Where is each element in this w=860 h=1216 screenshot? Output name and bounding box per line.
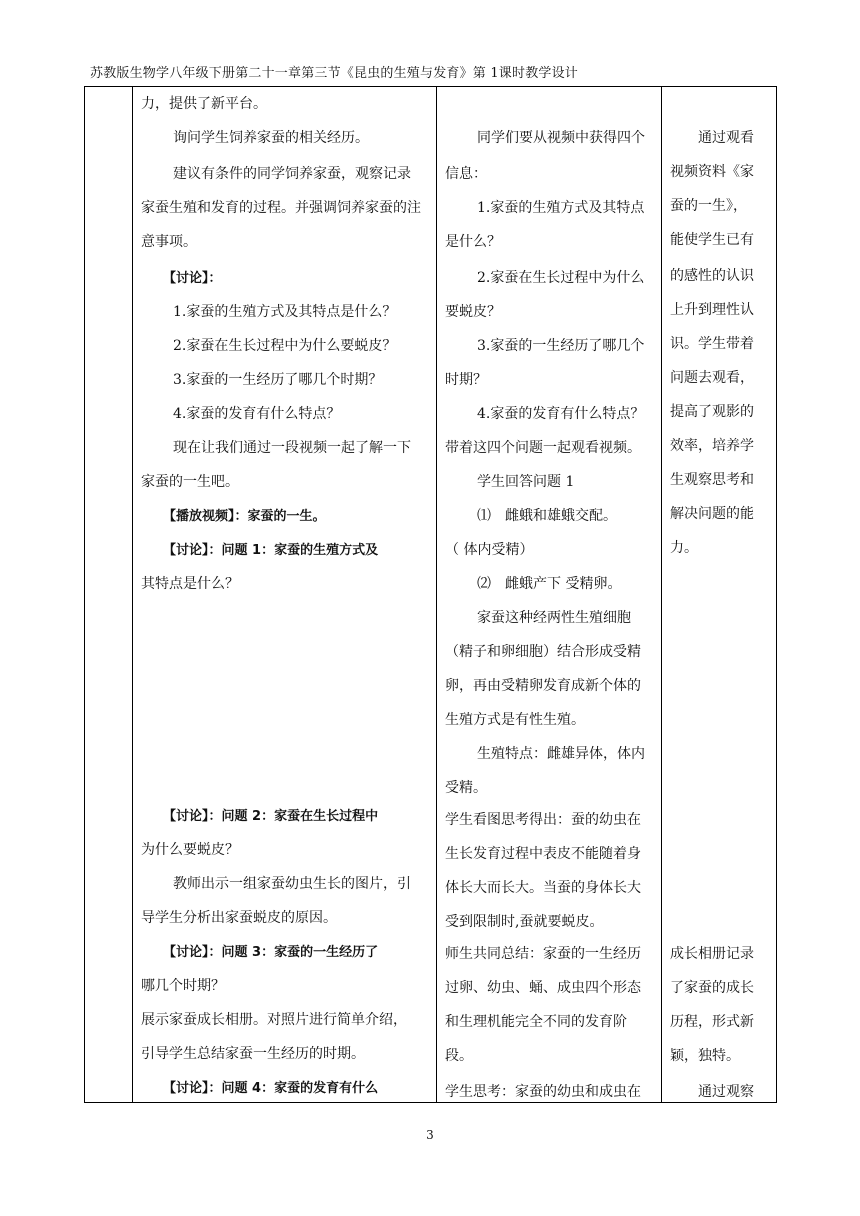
text-line: 识。学生带着 bbox=[670, 336, 754, 352]
text-line: 生观察思考和 bbox=[670, 472, 754, 488]
text-line: 引导学生总结家蚕一生经历的时期。 bbox=[141, 1046, 365, 1062]
text-line: 了家蚕的成长 bbox=[670, 980, 754, 996]
text-line: 力，提供了新平台。 bbox=[141, 96, 267, 112]
text-line: ⑴ 雌蛾和雄蛾交配。 bbox=[477, 508, 617, 524]
text-line: 带着这四个问题一起观看视频。 bbox=[445, 440, 641, 456]
text-line: 蚕的一生》， bbox=[670, 198, 747, 214]
text-line: 1.家蚕的生殖方式及其特点 bbox=[477, 200, 645, 216]
lesson-table bbox=[84, 86, 777, 1103]
text-line: 其特点是什么？ bbox=[141, 576, 239, 592]
text-line: 颖，独特。 bbox=[670, 1048, 740, 1064]
text-line: 能使学生已有 bbox=[670, 232, 754, 248]
text-line: 时期？ bbox=[445, 372, 487, 388]
text-line: 【播放视频】：家蚕的一生。 bbox=[163, 509, 326, 524]
text-line: 1.家蚕的生殖方式及其特点是什么？ bbox=[173, 304, 397, 320]
text-line: 【讨论】：问题 3：家蚕的一生经历了 bbox=[163, 945, 379, 960]
text-line: 学生回答问题 1 bbox=[477, 474, 575, 490]
text-line: 2.家蚕在生长过程中为什么要蜕皮？ bbox=[173, 338, 397, 354]
text-line: 家蚕这种经两性生殖细胞 bbox=[477, 610, 631, 626]
text-line: 生殖方式是有性生殖。 bbox=[445, 712, 585, 728]
text-line: 询问学生饲养家蚕的相关经历。 bbox=[173, 130, 369, 146]
document-header: 苏教版生物学八年级下册第二十一章第三节《昆虫的生殖与发育》第 1课时教学设计 bbox=[90, 66, 579, 81]
text-line: 通过观看 bbox=[698, 130, 754, 146]
text-line: 段。 bbox=[445, 1048, 473, 1064]
text-line: 展示家蚕成长相册。对照片进行简单介绍， bbox=[141, 1012, 407, 1028]
text-line: 上升到理性认 bbox=[670, 302, 754, 318]
text-line: 4.家蚕的发育有什么特点？ bbox=[173, 406, 341, 422]
text-line: 视频资料《家 bbox=[670, 164, 754, 180]
text-line: 哪几个时期？ bbox=[141, 978, 225, 994]
text-line: 的感性的认识 bbox=[670, 268, 754, 284]
text-line: 3.家蚕的一生经历了哪几个时期？ bbox=[173, 372, 383, 388]
text-line: （精子和卵细胞）结合形成受精 bbox=[445, 644, 641, 660]
text-line: 学生思考：家蚕的幼虫和成虫在 bbox=[445, 1084, 641, 1100]
text-line: 效率，培养学 bbox=[670, 438, 754, 454]
text-line: 意事项。 bbox=[141, 234, 197, 250]
text-line: 4.家蚕的发育有什么特点？ bbox=[477, 406, 645, 422]
text-line: 要蜕皮？ bbox=[445, 304, 501, 320]
text-line: ⑵ 雌蛾产下 受精卵。 bbox=[477, 576, 622, 592]
design-intent-column bbox=[662, 87, 777, 1103]
student-activity-column bbox=[437, 87, 662, 1103]
page-number: 3 bbox=[426, 1128, 434, 1142]
text-line: 问题去观看， bbox=[670, 370, 754, 386]
text-line: 建议有条件的同学饲养家蚕，观察记录 bbox=[173, 166, 411, 182]
text-line: 生殖特点：雌雄异体，体内 bbox=[477, 746, 645, 762]
text-line: 2.家蚕在生长过程中为什么 bbox=[477, 270, 645, 286]
text-line: 现在让我们通过一段视频一起了解一下 bbox=[173, 440, 411, 456]
text-line: 是什么？ bbox=[445, 234, 501, 250]
text-line: 【讨论】：问题 1：家蚕的生殖方式及 bbox=[163, 543, 379, 558]
text-line: 提高了观影的 bbox=[670, 404, 754, 420]
text-line: （ 体内受精） bbox=[445, 542, 534, 558]
stage-column bbox=[85, 87, 133, 1103]
text-line: 历程，形式新 bbox=[670, 1014, 754, 1030]
text-line: 家蚕生殖和发育的过程。并强调饲养家蚕的注 bbox=[141, 200, 421, 216]
text-line: 导学生分析出家蚕蜕皮的原因。 bbox=[141, 910, 337, 926]
text-line: 卵，再由受精卵发育成新个体的 bbox=[445, 678, 641, 694]
text-line: 解决问题的能 bbox=[670, 506, 754, 522]
text-line: 过卵、幼虫、蛹、成虫四个形态 bbox=[445, 980, 641, 996]
text-line: 和生理机能完全不同的发育阶 bbox=[445, 1014, 627, 1030]
text-line: 受到限制时,蚕就要蜕皮。 bbox=[445, 914, 604, 930]
text-line: 【讨论】：问题 2：家蚕在生长过程中 bbox=[163, 809, 379, 824]
text-line: 同学们要从视频中获得四个 bbox=[477, 130, 645, 146]
text-line: 信息： bbox=[445, 166, 487, 182]
text-line: 成长相册记录 bbox=[670, 946, 754, 962]
text-line: 教师出示一组家蚕幼虫生长的图片，引 bbox=[173, 876, 411, 892]
teacher-activity-column bbox=[133, 87, 437, 1103]
text-line: 师生共同总结：家蚕的一生经历 bbox=[445, 946, 641, 962]
text-line: 学生看图思考得出：蚕的幼虫在 bbox=[445, 812, 641, 828]
text-line: 力。 bbox=[670, 540, 698, 556]
table-row bbox=[85, 87, 777, 1103]
text-line: 通过观察 bbox=[698, 1084, 754, 1100]
text-line: 体长大而长大。当蚕的身体长大 bbox=[445, 880, 641, 896]
text-line: 为什么要蜕皮？ bbox=[141, 842, 239, 858]
text-line: 3.家蚕的一生经历了哪几个 bbox=[477, 338, 645, 354]
text-line: 生长发育过程中表皮不能随着身 bbox=[445, 846, 641, 862]
text-line: 【讨论】： bbox=[163, 271, 222, 286]
text-line: 受精。 bbox=[445, 780, 487, 796]
text-line: 【讨论】：问题 4：家蚕的发育有什么 bbox=[163, 1081, 379, 1096]
text-line: 家蚕的一生吧。 bbox=[141, 474, 239, 490]
